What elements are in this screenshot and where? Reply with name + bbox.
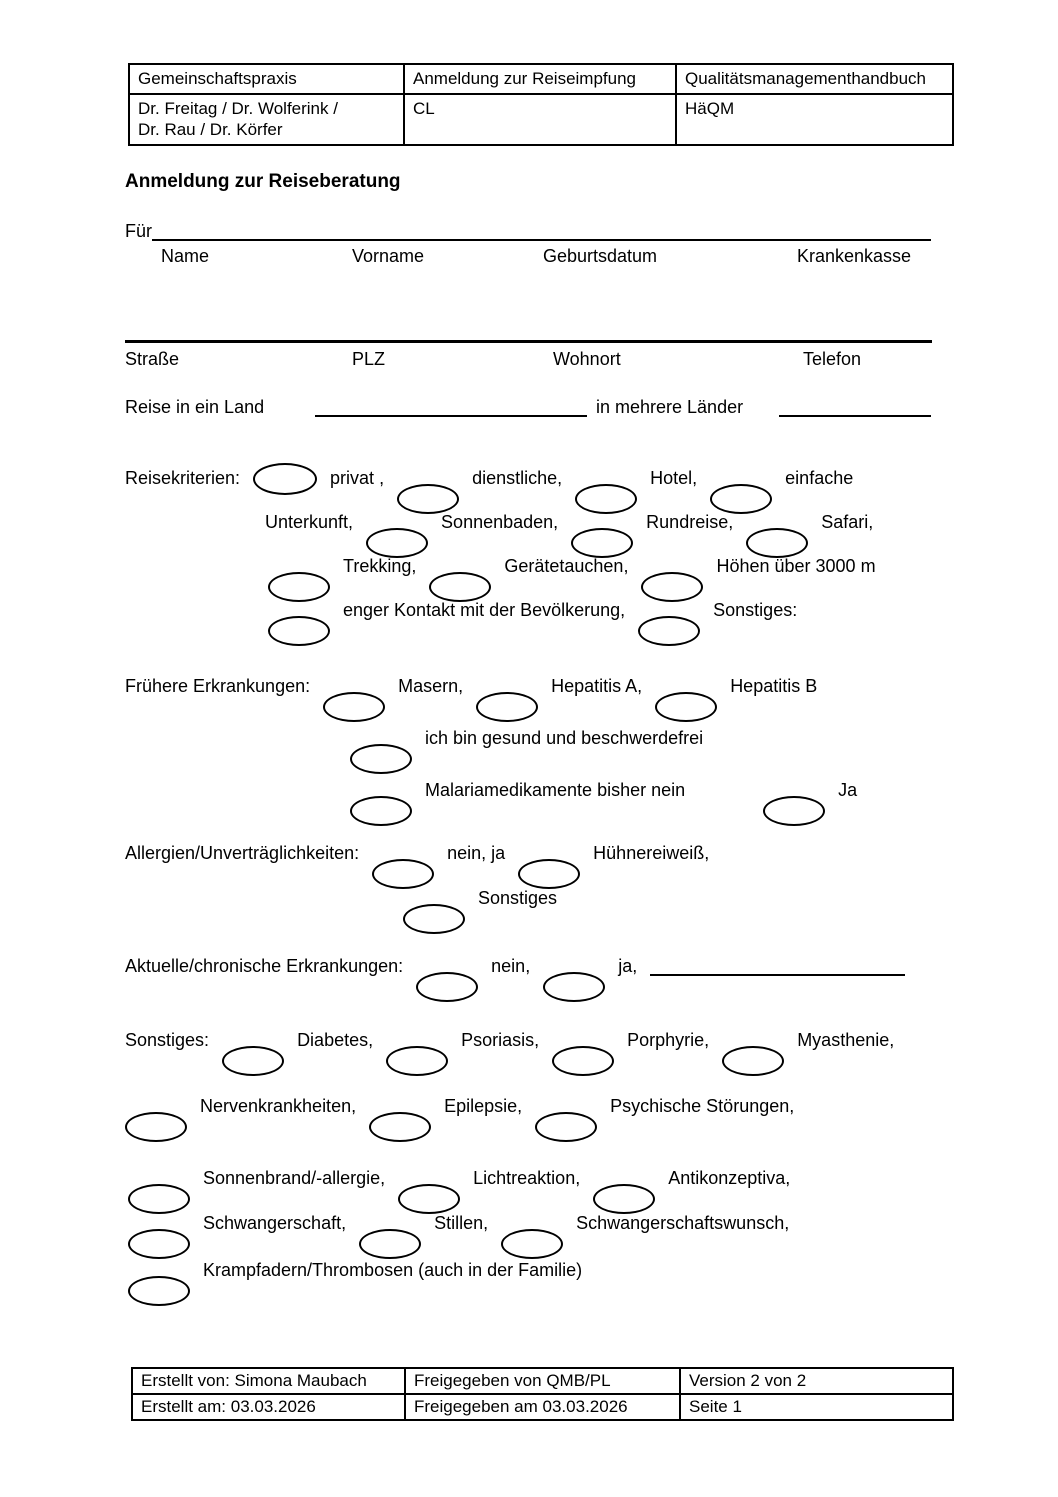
checkbox-oval[interactable] bbox=[403, 904, 465, 934]
fuer-label: Für bbox=[125, 221, 152, 241]
option-label: Sonstiges bbox=[478, 888, 558, 908]
table-cell: Qualitätsmanagementhandbuch bbox=[676, 64, 953, 94]
header-table bbox=[128, 63, 954, 146]
checkbox-oval[interactable] bbox=[323, 692, 385, 722]
option-label: dienstliche, bbox=[472, 468, 563, 488]
option-label: Psoriasis, bbox=[461, 1030, 540, 1050]
fruehere-erkrankungen-line bbox=[350, 728, 703, 774]
checkbox-oval[interactable] bbox=[398, 1184, 460, 1214]
telefon-label: Telefon bbox=[803, 349, 862, 369]
option-label: Schwangerschaftswunsch, bbox=[576, 1213, 790, 1233]
option-label: Lichtreaktion, bbox=[473, 1168, 581, 1188]
plz-label: PLZ bbox=[352, 349, 386, 369]
option-label: einfache bbox=[785, 468, 854, 488]
option-label: nein, bbox=[491, 956, 531, 976]
checkbox-oval[interactable] bbox=[416, 972, 478, 1002]
option-label: Frühere Erkrankungen: bbox=[125, 676, 311, 696]
checkbox-oval[interactable] bbox=[128, 1184, 190, 1214]
option-label: enger Kontakt mit der Bevölkerung, bbox=[343, 600, 626, 620]
table-cell: Seite 1 bbox=[680, 1394, 953, 1420]
checkbox-oval[interactable] bbox=[386, 1046, 448, 1076]
single-country-input-line[interactable] bbox=[315, 397, 587, 417]
option-label: Diabetes, bbox=[297, 1030, 374, 1050]
checkbox-oval[interactable] bbox=[722, 1046, 784, 1076]
sonstiges-line bbox=[128, 1260, 582, 1306]
table-row bbox=[132, 1368, 953, 1394]
option-label: Hühnereiweiß, bbox=[593, 843, 710, 863]
table-row bbox=[132, 1394, 953, 1420]
checkbox-oval[interactable] bbox=[350, 796, 412, 826]
option-label: Aktuelle/chronische Erkrankungen: bbox=[125, 956, 404, 976]
sonstiges-line bbox=[125, 1096, 794, 1142]
reisekriterien-line bbox=[265, 512, 873, 558]
sonstiges-line bbox=[128, 1168, 790, 1214]
table-row bbox=[129, 94, 953, 145]
option-label: Psychische Störungen, bbox=[610, 1096, 795, 1116]
checkbox-oval[interactable] bbox=[128, 1229, 190, 1259]
checkbox-oval[interactable] bbox=[366, 528, 428, 558]
table-cell: HäQM bbox=[676, 94, 953, 145]
fuer-input-line[interactable] bbox=[152, 220, 931, 241]
single-country-label: Reise in ein Land bbox=[125, 397, 265, 417]
checkbox-oval[interactable] bbox=[429, 572, 491, 602]
aktuelle-erkrankungen-line bbox=[125, 956, 905, 1002]
checkbox-oval[interactable] bbox=[222, 1046, 284, 1076]
checkbox-oval[interactable] bbox=[593, 1184, 655, 1214]
checkbox-oval[interactable] bbox=[268, 616, 330, 646]
table-cell: Erstellt von: Simona Maubach bbox=[132, 1368, 405, 1394]
checkbox-oval[interactable] bbox=[372, 859, 434, 889]
checkbox-oval[interactable] bbox=[763, 796, 825, 826]
option-label: Unterkunft, bbox=[265, 512, 354, 532]
reisekriterien-line bbox=[125, 468, 853, 514]
option-label: Hepatitis B bbox=[730, 676, 818, 696]
checkbox-oval[interactable] bbox=[350, 744, 412, 774]
option-label: Schwangerschaft, bbox=[203, 1213, 347, 1233]
checkbox-oval[interactable] bbox=[552, 1046, 614, 1076]
multi-country-label: in mehrere Länder bbox=[596, 397, 744, 417]
wohnort-label: Wohnort bbox=[553, 349, 621, 369]
table-cell: Freigegeben am 03.03.2026 bbox=[405, 1394, 680, 1420]
table-cell: Gemeinschaftspraxis bbox=[129, 64, 404, 94]
checkbox-oval[interactable] bbox=[359, 1229, 421, 1259]
checkbox-oval[interactable] bbox=[128, 1276, 190, 1306]
option-label: Stillen, bbox=[434, 1213, 489, 1233]
checkbox-oval[interactable] bbox=[518, 859, 580, 889]
option-label: Sonstiges: bbox=[713, 600, 798, 620]
option-label: Hepatitis A, bbox=[551, 676, 643, 696]
vorname-label: Vorname bbox=[352, 246, 425, 266]
option-label: Antikonzeptiva, bbox=[668, 1168, 791, 1188]
option-label: Nervenkrankheiten, bbox=[200, 1096, 357, 1116]
fruehere-erkrankungen-line bbox=[350, 780, 857, 826]
table-cell: Erstellt am: 03.03.2026 bbox=[132, 1394, 405, 1420]
footer-table bbox=[131, 1367, 954, 1421]
checkbox-oval[interactable] bbox=[397, 484, 459, 514]
checkbox-oval[interactable] bbox=[575, 484, 637, 514]
option-label: Sonstiges: bbox=[125, 1030, 210, 1050]
geburtsdatum-label: Geburtsdatum bbox=[543, 246, 658, 266]
option-label: ja, bbox=[618, 956, 638, 976]
fill-in-line[interactable] bbox=[650, 956, 905, 976]
page-title: Anmeldung zur Reiseberatung bbox=[125, 171, 401, 192]
option-label: Safari, bbox=[821, 512, 874, 532]
option-label: Sonnenbrand/-allergie, bbox=[203, 1168, 386, 1188]
option-label: Trekking, bbox=[343, 556, 417, 576]
fruehere-erkrankungen-line bbox=[125, 676, 817, 722]
option-label: Malariamedikamente bisher nein bbox=[425, 780, 686, 800]
table-cell: Dr. Freitag / Dr. Wolferink / Dr. Rau / Dr. Körfer bbox=[129, 94, 404, 145]
checkbox-oval[interactable] bbox=[369, 1112, 431, 1142]
option-label: Hotel, bbox=[650, 468, 698, 488]
table-row bbox=[129, 64, 953, 94]
checkbox-oval[interactable] bbox=[543, 972, 605, 1002]
strasse-label: Straße bbox=[125, 349, 180, 369]
reisekriterien-line bbox=[268, 556, 876, 602]
name-label: Name bbox=[161, 246, 210, 266]
option-label: Reisekriterien: bbox=[125, 468, 241, 488]
checkbox-oval[interactable] bbox=[125, 1112, 187, 1142]
option-label: Gerätetauchen, bbox=[504, 556, 629, 576]
option-label: Allergien/Unverträglichkeiten: bbox=[125, 843, 360, 863]
checkbox-oval[interactable] bbox=[641, 572, 703, 602]
table-cell: Version 2 von 2 bbox=[680, 1368, 953, 1394]
option-label: Höhen über 3000 m bbox=[716, 556, 876, 576]
option-label: Krampfadern/Thrombosen (auch in der Familie) bbox=[203, 1260, 583, 1280]
option-label: Myasthenie, bbox=[797, 1030, 895, 1050]
option-label: Sonnenbaden, bbox=[441, 512, 559, 532]
checkbox-oval[interactable] bbox=[476, 692, 538, 722]
option-label: Porphyrie, bbox=[627, 1030, 710, 1050]
allergien-line bbox=[125, 843, 709, 889]
option-label: privat , bbox=[330, 468, 385, 488]
option-label: Rundreise, bbox=[646, 512, 734, 532]
krankenkasse-label: Krankenkasse bbox=[797, 246, 912, 266]
checkbox-oval[interactable] bbox=[638, 616, 700, 646]
option-label: Masern, bbox=[398, 676, 464, 696]
table-cell: CL bbox=[404, 94, 676, 145]
option-label: Ja bbox=[838, 780, 858, 800]
multi-country-input-line[interactable] bbox=[779, 397, 931, 417]
checkbox-oval[interactable] bbox=[535, 1112, 597, 1142]
sonstiges-line bbox=[125, 1030, 894, 1076]
option-label: nein, ja bbox=[447, 843, 506, 863]
checkbox-oval[interactable] bbox=[253, 463, 317, 495]
option-label: Epilepsie, bbox=[444, 1096, 523, 1116]
checkbox-oval[interactable] bbox=[268, 572, 330, 602]
allergien-line bbox=[403, 888, 557, 934]
checkbox-oval[interactable] bbox=[655, 692, 717, 722]
checkbox-oval[interactable] bbox=[710, 484, 772, 514]
checkbox-oval[interactable] bbox=[746, 528, 808, 558]
sonstiges-line bbox=[128, 1213, 789, 1259]
table-cell: Anmeldung zur Reiseimpfung bbox=[404, 64, 676, 94]
checkbox-oval[interactable] bbox=[571, 528, 633, 558]
table-cell: Freigegeben von QMB/PL bbox=[405, 1368, 680, 1394]
address-input-line[interactable] bbox=[125, 340, 932, 343]
checkbox-oval[interactable] bbox=[501, 1229, 563, 1259]
fuer-row bbox=[125, 220, 931, 241]
option-label: ich bin gesund und beschwerdefrei bbox=[425, 728, 704, 748]
reisekriterien-line bbox=[268, 600, 797, 646]
